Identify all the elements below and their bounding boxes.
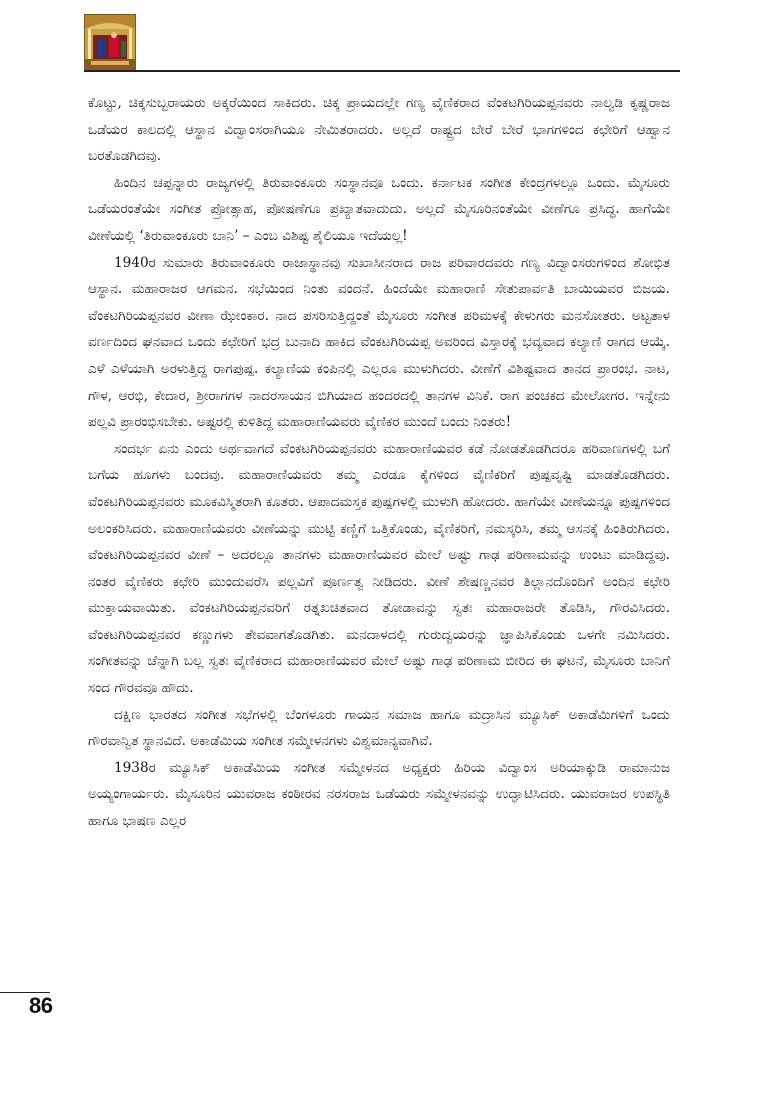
- paragraph: ಹಿಂದಿನ ಚಪ್ಪನ್ನಾರು ರಾಜ್ಯಗಳಲ್ಲಿ ತಿರುವಾಂಕೂರು ಸಂಸ್ಥಾನವೂ ಒಂದು. ಕರ್ನಾಟಕ ಸಂಗೀತ ಕೇಂದ್ರಗಳಲ್ಲೂ ಒಂದು. ಮೈಸೂರು ಒಡೆಯರಂತೆಯೇ ಸಂಗೀತ ಪ್ರೋತ್ಸಾಹ, ಪೋಷಣೆಗೂ ಪ್ರಖ್ಯಾತವಾದುದು. ಅಲ್ಲದೆ ಮೈಸೂರಿನಂತೆಯೇ ವೀಣೆಗೂ ಪ್ರಸಿದ್ಧ. ಹಾಗೆಯೇ ವೀಣೆಯಲ್ಲಿ ‘ತಿರುವಾಂಕೂರು ಬಾನಿ’ – ಎಂಬ ವಿಶಿಷ್ಟ ಶೈಲಿಯೂ ಇದೆಯಲ್ಲ!: [88, 174, 670, 244]
- header-rule: [84, 70, 680, 72]
- palace-painting-icon: [85, 15, 135, 71]
- paragraph: 1938ರ ಮ್ಯೂಸಿಕ್ ಅಕಾಡೆಮಿಯ ಸಂಗೀತ ಸಮ್ಮೇಳನದ ಅಧ್ಯಕ್ಷರು ಹಿರಿಯ ವಿದ್ವಾಂಸ ಅರಿಯಾಕ್ಕುಡಿ ರಾಮಾನುಜ ಅಯ್ಯಂಗಾರ್ಯರು. ಮೈಸೂರಿನ ಯುವರಾಜ ಕಂಠೀರವ ನರಸರಾಜ ಒಡೆಯರು ಸಮ್ಮೇಳನವನ್ನು ಉದ್ಘಾಟಿಸಿದರು. ಯುವರಾಜರ ಉಪಸ್ಥಿತಿ ಹಾಗೂ ಭಾಷಣ ಎಲ್ಲರ: [88, 759, 670, 830]
- header-thumbnail-image: [84, 14, 136, 72]
- paragraph: ಸಂದರ್ಭ ಏನು ಎಂದು ಅರ್ಥವಾಗದೆ ವೆಂಕಟಗಿರಿಯಪ್ಪನವರು ಮಹಾರಾಣಿಯವರ ಕಡೆ ನೋಡತೊಡಗಿದರೂ ಹರಿವಾಣಗಳಲ್ಲಿ ಬಗೆ ಬಗೆಯ ಹೂಗಳು ಬಂದವು. ಮಹಾರಾಣಿಯವರು ತಮ್ಮ ಎರಡೂ ಕೈಗಳಿಂದ ವೈಣಿಕರಿಗೆ ಪುಷ್ಪವೃಷ್ಟಿ ಮಾಡತೊಡಗಿದರು. ವೆಂಕಟಗಿರಿಯಪ್ಪನವರು ಮೂಕವಿಸ್ಮಿತರಾಗಿ ಕೂತರು. ಆಪಾದಮಸ್ತಕ ಪುಷ್ಪಗಳಲ್ಲಿ ಮುಳುಗಿ ಹೋದರು. ಹಾಗೆಯೇ ವೀಣೆಯನ್ನೂ ಪುಷ್ಪಗಳಿಂದ ಅಲಂಕರಿಸಿದರು. ಮಹಾರಾಣಿಯವರು ವೀಣೆಯನ್ನು ಮುಟ್ಟಿ ಕಣ್ಣಿಗೆ ಒತ್ತಿಕೊಂಡು, ವೈಣಿಕರಿಗೆ, ನಮಸ್ಕರಿಸಿ, ತಮ್ಮ ಆಸನಕ್ಕೆ ಹಿಂತಿರುಗಿದರು. ವೆಂಕಟಗಿರಿಯಪ್ಪನವರ ವೀಣೆ – ಅದರಲ್ಲೂ ತಾನಗಳು ಮಹಾರಾಣಿಯವರ ಮೇಲೆ ಅಷ್ಟು ಗಾಢ ಪರಿಣಾಮವನ್ನು ಉಂಟು ಮಾಡಿದ್ದವು. ನಂತರ ವೈಣಿಕರು ಕಛೇರಿ ಮುಂದುವರೆಸಿ ಪಲ್ಲವಿಗೆ ಪೂರ್ಣತ್ವ ನೀಡಿದರು. ವೀಣೆ ಶೇಷಣ್ಣನವರ ತಿಲ್ಲಾನದೊಂದಿಗೆ ಅಂದಿನ ಕಛೇರಿ ಮುಕ್ತಾಯವಾಯಿತು. ವೆಂಕಟಗಿರಿಯಪ್ಪನವರಿಗೆ ರತ್ನಖಚಿತವಾದ ತೋಡಾವನ್ನು ಸ್ವತಃ ಮಹಾರಾಜರೇ ತೊಡಿಸಿ, ಗೌರವಿಸಿದರು. ವೆಂಕಟಗಿರಿಯಪ್ಪನವರ ಕಣ್ಣುಗಳು ತೇವವಾಗತೊಡಗಿತು. ಮನದಾಳದಲ್ಲಿ ಗುರುದ್ವಯರನ್ನು ಜ್ಞಾಪಿಸಿಕೊಂಡು ಒಳಗೇ ನಮಿಸಿದರು. ಸಂಗೀತವನ್ನು ಚೆನ್ನಾಗಿ ಬಲ್ಲ ಸ್ವತಃ ವೈಣಿಕರಾದ ಮಹಾರಾಣಿಯವರ ಮೇಲೆ ಅಷ್ಟು ಗಾಢ ಪರಿಣಾಮ ಬೀರಿದ ಈ ಘಟನೆ, ಮೈಸೂರು ಬಾನಿಗೆ ಸಂದ ಗೌರವವೂ ಹೌದು.: [88, 440, 670, 697]
- paragraph: ಕೊಟ್ಟು, ಚಿಕ್ಕಸುಬ್ಬರಾಯರು ಅಕ್ಕರೆಯಿಂದ ಸಾಕಿದರು. ಚಿಕ್ಕ ಪ್ರಾಯದಲ್ಲೇ ಗಣ್ಯ ವೈಣಿಕರಾದ ವೆಂಕಟಗಿರಿಯಪ್ಪನವರು ನಾಲ್ವಡಿ ಕೃಷ್ಣರಾಜ ಒಡೆಯರ ಕಾಲದಲ್ಲಿ ಆಸ್ಥಾನ ವಿದ್ವಾಂಸರಾಗಿಯೂ ನೇಮಿತರಾದರು. ಅಲ್ಲದೆ ರಾಷ್ಟ್ರದ ಬೇರೆ ಬೇರೆ ಭಾಗಗಳಿಂದ ಕಛೇರಿಗೆ ಆಹ್ವಾನ ಬರತೊಡಗಿದವು.: [88, 95, 670, 165]
- paragraph: ದಕ್ಷಿಣ ಭಾರತದ ಸಂಗೀತ ಸಭೆಗಳಲ್ಲಿ ಬೆಂಗಳೂರು ಗಾಯನ ಸಮಾಜ ಹಾಗೂ ಮದ್ರಾಸಿನ ಮ್ಯೂಸಿಕ್ ಅಕಾಡೆಮಿಗಳಿಗೆ ಒಂದು ಗೌರವಾನ್ವಿತ ಸ್ಥಾನವಿದೆ. ಅಕಾಡೆಮಿಯ ಸಂಗೀತ ಸಮ್ಮೇಳನಗಳು ವಿಶ್ವಮಾನ್ಯವಾಗಿವೆ.: [88, 706, 670, 750]
- page-number: 86: [29, 993, 53, 1018]
- paragraph: 1940ರ ಸುಮಾರು ತಿರುವಾಂಕೂರು ರಾಜಾಸ್ಥಾನವು ಸುಖಾಸೀನರಾದ ರಾಜ ಪರಿವಾರದವರು ಗಣ್ಯ ವಿದ್ವಾಂಸರುಗಳಿಂದ ಶೋಭಿತ ಆಸ್ಥಾನ. ಮಹಾರಾಜರ ಆಗಮನ. ಸಭೆಯಿಂದ ನಿಂತು ವಂದನೆ. ಹಿಂದೆಯೇ ಮಹಾರಾಣಿ ಸೇತುಪಾರ್ವತಿ ಬಾಯಿಯವರ ಬಿಜಯ. ವೆಂಕಟಗಿರಿಯಪ್ಪನವರ ವೀಣಾ ಝೇಂಕಾರ. ನಾದ ಪಸರಿಸುತ್ತಿದ್ದಂತೆ ಮೈಸೂರು ಸಂಗೀತ ಪರಿಮಳಕ್ಕೆ ಕೇಳುಗರು ಮನಸೋತರು. ಅಟ್ಟತಾಳ ವರ್ಣದಿಂದ ಘನವಾದ ಒಂದು ಕಛೇರಿಗೆ ಭದ್ರ ಬುನಾದಿ ಹಾಕಿದ ವೆಂಕಟಗಿರಿಯಪ್ಪ ಅವರಿಂದ ವಿಸ್ತಾರಕ್ಕೆ ಭವ್ಯವಾದ ಕಲ್ಯಾಣಿ ರಾಗದ ಆಯ್ಕೆ. ಎಳೆ ಎಳೆಯಾಗಿ ಅರಳುತ್ತಿದ್ದ ರಾಗಪುಷ್ಪ. ಕಲ್ಯಾಣಿಯ ಕಂಪಿನಲ್ಲಿ ಎಲ್ಲರೂ ಮುಳುಗಿದರು. ವೀಣೆಗೆ ವಿಶಿಷ್ಟವಾದ ತಾನದ ಪ್ರಾರಂಭ. ನಾಟ, ಗೌಳ, ಆರಭಿ, ಕೇದಾರ, ಶ್ರೀರಾಗಗಳ ನಾದರಸಾಯನ ಬಿಗಿಯಾದ ಹಂದರದಲ್ಲಿ ತಾನಗಳ ವಿನಿಕೆ. ರಾಗ ಪಂಚಕದ ಮೇಲೋಗರ. ಇನ್ನೇನು ಪಲ್ಲವಿ ಪ್ರಾರಂಭಿಸಬೇಕು. ಅಷ್ಟರಲ್ಲಿ ಕುಳಿತಿದ್ದ ಮಹಾರಾಣಿಯವರು ವೈಣಿಕರ ಮುಂದೆ ಬಂದು ನಿಂತರು!: [88, 254, 670, 431]
- page-body-text: [88, 90, 670, 835]
